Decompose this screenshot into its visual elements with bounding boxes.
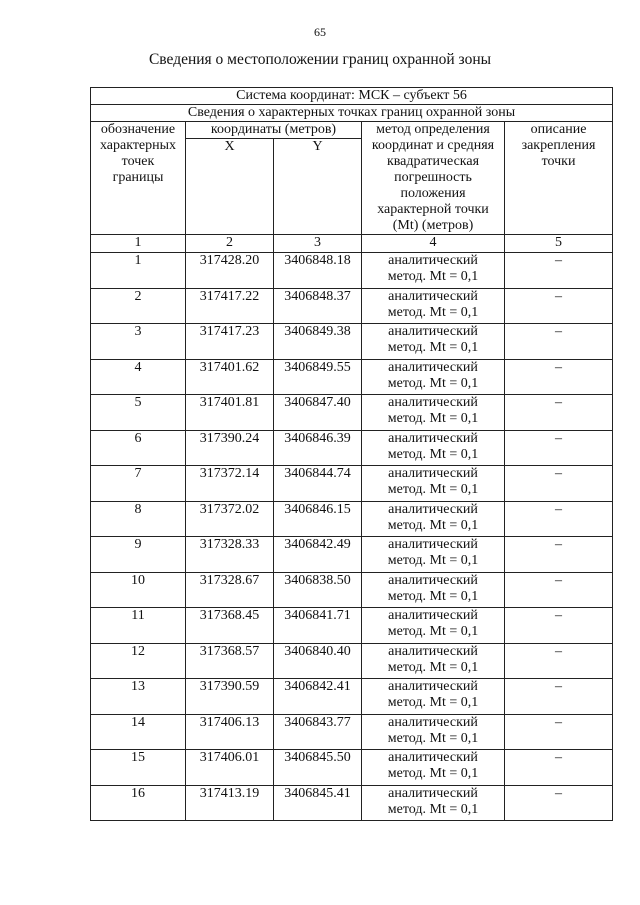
description-cell: –: [505, 430, 613, 466]
point-number-cell: 5: [91, 395, 186, 431]
method-line: метод. Mt = 0,1: [387, 304, 479, 320]
x-coordinate-cell: 317372.14: [186, 466, 274, 502]
table-row: [91, 572, 613, 608]
x-coordinate-cell: 317428.20: [186, 253, 274, 289]
x-coordinate-cell: 317368.45: [186, 608, 274, 644]
x-coordinate-cell: 317401.81: [186, 395, 274, 431]
method-cell: [362, 643, 505, 679]
table-row: [91, 288, 613, 324]
description-cell: –: [505, 395, 613, 431]
x-coordinate-cell: 317417.22: [186, 288, 274, 324]
column-number: 1: [91, 235, 186, 253]
method-line: аналитический: [388, 537, 478, 552]
point-number-cell: 1: [91, 253, 186, 289]
description-cell: –: [505, 679, 613, 715]
header-method-line: положения: [400, 186, 466, 201]
document-title: Сведения о местоположении границ охранной зоны: [148, 51, 492, 68]
method-line: метод. Mt = 0,1: [387, 766, 479, 781]
point-number-cell: 11: [91, 608, 186, 644]
x-coordinate-cell: 317406.13: [186, 714, 274, 750]
description-cell: –: [505, 750, 613, 786]
method-line: аналитический: [388, 395, 478, 410]
method-cell: [362, 324, 505, 360]
method-cell: [362, 537, 505, 573]
page-number: 65: [314, 25, 326, 39]
x-coordinate-cell: 317328.33: [186, 537, 274, 573]
header-method-line: погрешность: [394, 170, 472, 185]
coordinate-system-cell: Система координат: МСК – субъект 56: [91, 88, 613, 105]
method-line: аналитический: [388, 324, 478, 339]
method-line: метод. Mt = 0,1: [387, 446, 479, 462]
header-designation-line: обозначение: [100, 122, 176, 137]
method-line: метод. Mt = 0,1: [387, 340, 479, 355]
x-coordinate-cell: 317413.19: [186, 785, 274, 821]
header-designation: [91, 122, 186, 235]
y-coordinate-cell: 3406842.41: [274, 679, 362, 715]
method-line: аналитический: [388, 714, 478, 730]
table-row: [91, 679, 613, 715]
method-line: аналитический: [388, 253, 478, 268]
x-coordinate-cell: 317401.62: [186, 359, 274, 395]
y-coordinate-cell: 3406844.74: [274, 466, 362, 502]
table-row: [91, 785, 613, 821]
description-cell: –: [505, 608, 613, 644]
method-cell: [362, 714, 505, 750]
column-number: 4: [362, 235, 505, 253]
y-coordinate-cell: 3406840.40: [274, 643, 362, 679]
point-number-cell: 6: [91, 430, 186, 466]
method-cell: [362, 608, 505, 644]
header-description-line: описание: [530, 122, 587, 137]
method-line: метод. Mt = 0,1: [387, 375, 479, 391]
point-number-cell: 9: [91, 537, 186, 573]
table-row: [91, 643, 613, 679]
point-number-cell: 2: [91, 288, 186, 324]
header-method-line: квадратическая: [386, 154, 480, 169]
header-description-line: закрепления: [521, 138, 596, 153]
description-cell: –: [505, 466, 613, 502]
method-cell: [362, 253, 505, 289]
method-line: метод. Mt = 0,1: [387, 588, 479, 604]
method-line: метод. Mt = 0,1: [387, 553, 479, 568]
method-line: метод. Mt = 0,1: [387, 269, 479, 284]
description-cell: –: [505, 359, 613, 395]
section-title-cell: Сведения о характерных точках границ охранной зоны: [91, 105, 613, 122]
x-coordinate-cell: 317372.02: [186, 501, 274, 537]
method-cell: [362, 359, 505, 395]
method-line: аналитический: [388, 572, 478, 588]
x-coordinate-cell: 317417.23: [186, 324, 274, 360]
x-coordinate-cell: 317406.01: [186, 750, 274, 786]
description-cell: –: [505, 785, 613, 821]
description-cell: –: [505, 501, 613, 537]
y-coordinate-cell: 3406847.40: [274, 395, 362, 431]
table-row: [91, 359, 613, 395]
method-line: аналитический: [388, 679, 478, 694]
method-line: метод. Mt = 0,1: [387, 659, 479, 675]
point-number-cell: 8: [91, 501, 186, 537]
method-line: аналитический: [388, 466, 478, 481]
method-cell: [362, 679, 505, 715]
section-title-row: [91, 105, 613, 122]
header-method-line: метод определения: [376, 122, 490, 137]
header-row-top: [91, 122, 613, 139]
column-number: 2: [186, 235, 274, 253]
method-line: метод. Mt = 0,1: [387, 730, 479, 746]
y-coordinate-cell: 3406845.41: [274, 785, 362, 821]
method-line: аналитический: [388, 608, 478, 623]
y-coordinate-cell: 3406843.77: [274, 714, 362, 750]
point-number-cell: 3: [91, 324, 186, 360]
header-method-line: координат и средняя: [371, 138, 495, 153]
y-coordinate-cell: 3406842.49: [274, 537, 362, 573]
header-coordinates: координаты (метров): [186, 122, 362, 139]
table-row: [91, 430, 613, 466]
method-line: аналитический: [388, 430, 478, 446]
table-row: [91, 395, 613, 431]
method-line: метод. Mt = 0,1: [387, 624, 479, 639]
header-designation-line: характерных: [99, 138, 177, 153]
x-coordinate-cell: 317390.59: [186, 679, 274, 715]
method-cell: [362, 501, 505, 537]
point-number-cell: 7: [91, 466, 186, 502]
method-cell: [362, 750, 505, 786]
y-coordinate-cell: 3406846.39: [274, 430, 362, 466]
method-line: аналитический: [388, 750, 478, 765]
method-cell: [362, 395, 505, 431]
method-cell: [362, 466, 505, 502]
header-description-line: точки: [541, 154, 576, 169]
header-description: [505, 122, 613, 235]
y-coordinate-cell: 3406838.50: [274, 572, 362, 608]
point-number-cell: 13: [91, 679, 186, 715]
header-x: X: [186, 139, 274, 235]
method-cell: [362, 785, 505, 821]
table-row: [91, 714, 613, 750]
header-method: [362, 122, 505, 235]
method-line: метод. Mt = 0,1: [387, 411, 479, 426]
table-row: [91, 253, 613, 289]
coordinate-system-row: [91, 88, 613, 105]
method-line: аналитический: [388, 288, 478, 304]
method-cell: [362, 288, 505, 324]
method-line: аналитический: [388, 501, 478, 517]
x-coordinate-cell: 317368.57: [186, 643, 274, 679]
point-number-cell: 14: [91, 714, 186, 750]
table-row: [91, 501, 613, 537]
header-designation-line: точек: [121, 154, 155, 169]
y-coordinate-cell: 3406845.50: [274, 750, 362, 786]
description-cell: –: [505, 572, 613, 608]
table-body: [91, 88, 613, 821]
column-number: 3: [274, 235, 362, 253]
column-number: 5: [505, 235, 613, 253]
method-line: метод. Mt = 0,1: [387, 801, 479, 817]
boundary-points-table: [90, 87, 613, 821]
header-designation-line: границы: [112, 170, 164, 185]
y-coordinate-cell: 3406849.38: [274, 324, 362, 360]
x-coordinate-cell: 317390.24: [186, 430, 274, 466]
y-coordinate-cell: 3406841.71: [274, 608, 362, 644]
y-coordinate-cell: 3406849.55: [274, 359, 362, 395]
description-cell: –: [505, 288, 613, 324]
header-method-line: (Mt) (метров): [392, 218, 474, 233]
description-cell: –: [505, 714, 613, 750]
point-number-cell: 16: [91, 785, 186, 821]
point-number-cell: 4: [91, 359, 186, 395]
header-y: Y: [274, 139, 362, 235]
table-row: [91, 608, 613, 644]
y-coordinate-cell: 3406848.18: [274, 253, 362, 289]
description-cell: –: [505, 253, 613, 289]
method-line: аналитический: [388, 359, 478, 375]
y-coordinate-cell: 3406848.37: [274, 288, 362, 324]
method-cell: [362, 572, 505, 608]
method-line: метод. Mt = 0,1: [387, 695, 479, 710]
y-coordinate-cell: 3406846.15: [274, 501, 362, 537]
method-line: аналитический: [388, 785, 478, 801]
header-method-line: характерной точки: [377, 202, 489, 217]
point-number-cell: 10: [91, 572, 186, 608]
method-line: аналитический: [388, 643, 478, 659]
method-cell: [362, 430, 505, 466]
table-row: [91, 466, 613, 502]
point-number-cell: 15: [91, 750, 186, 786]
table-row: [91, 750, 613, 786]
description-cell: –: [505, 643, 613, 679]
table-row: [91, 537, 613, 573]
method-line: метод. Mt = 0,1: [387, 482, 479, 497]
table-row: [91, 324, 613, 360]
method-line: метод. Mt = 0,1: [387, 517, 479, 533]
description-cell: –: [505, 537, 613, 573]
point-number-cell: 12: [91, 643, 186, 679]
description-cell: –: [505, 324, 613, 360]
x-coordinate-cell: 317328.67: [186, 572, 274, 608]
column-number-row: [91, 235, 613, 253]
